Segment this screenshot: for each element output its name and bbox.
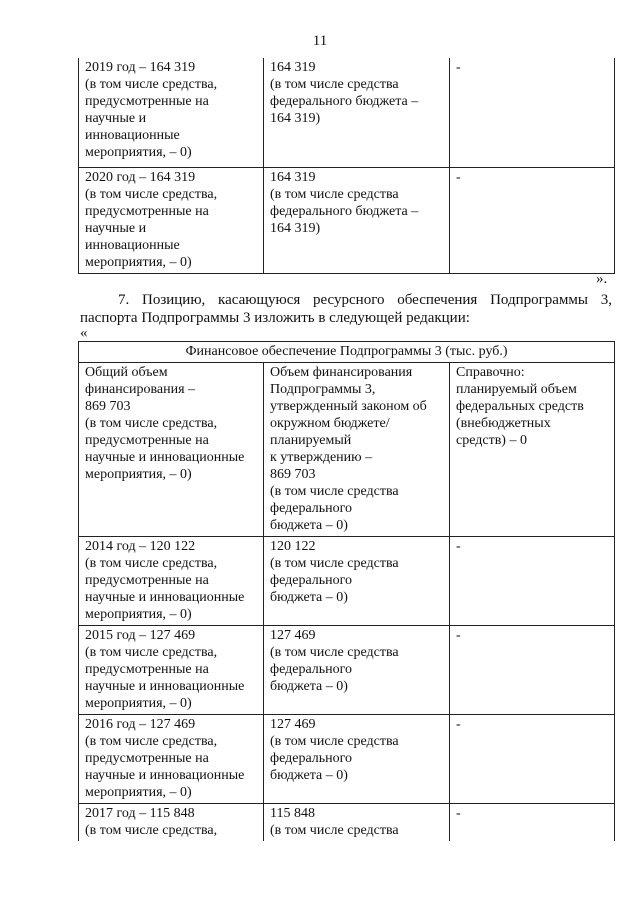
closing-quote: ». [596,271,608,287]
table-row [79,58,615,167]
table-cell-reference: - [450,58,615,167]
table-row [79,715,615,804]
header-total-funding: Общий объем финансирования – 869 703 (в том числе средства, предусмотренные на научные и инновационные мероприятия, – 0) [79,363,264,537]
table-cell-year-total: 2016 год – 127 469 (в том числе средства, предусмотренные на научные и инновационные мероприятия, – 0) [79,715,264,804]
table-caption-row [79,342,615,363]
table-cell-reference: - [450,715,615,804]
table-cell-reference: - [450,167,615,273]
header-reference-funding: Справочно: планируемый объем федеральных средств (внебюджетных средств) – 0 [450,363,615,537]
table-cell-budget: 115 848 (в том числе средства [264,804,450,842]
table-cell-budget: 164 319 (в том числе средства федерального бюджета – 164 319) [264,167,450,273]
table-cell-year-total: 2017 год – 115 848 (в том числе средства, [79,804,264,842]
page-number: 11 [312,33,328,49]
table-cell-reference: - [450,804,615,842]
table-row [79,167,615,273]
table-cell-budget: 164 319 (в том числе средства федерального бюджета – 164 319) [264,58,450,167]
table-cell-budget: 127 469 (в том числе средства федерального бюджета – 0) [264,626,450,715]
table-row [79,537,615,626]
funding-table [78,341,615,841]
table-row [79,626,615,715]
opening-quote: « [80,325,88,341]
table-cell-year-total: 2019 год – 164 319 (в том числе средства, предусмотренные на научные и инновационные мероприятия, – 0) [79,58,264,167]
table-header-row [79,363,615,537]
table-cell-reference: - [450,537,615,626]
table-cell-budget: 127 469 (в том числе средства федерального бюджета – 0) [264,715,450,804]
amendment-paragraph: 7. Позицию, касающуюся ресурсного обеспечения Подпрограммы 3, паспорта Подпрограммы 3 изложить в следующей редакции: [80,292,612,326]
table-cell-year-total: 2014 год – 120 122 (в том числе средства, предусмотренные на научные и инновационные мероприятия, – 0) [79,537,264,626]
table-cell-year-total: 2015 год – 127 469 (в том числе средства, предусмотренные на научные и инновационные мероприятия, – 0) [79,626,264,715]
table-caption: Финансовое обеспечение Подпрограммы 3 (тыс. руб.) [79,342,615,363]
header-program-funding: Объем финансирования Подпрограммы 3, утвержденный законом об окружном бюджете/ планируемый к утверждению – 869 703 (в том числе средства федерального бюджета – 0) [264,363,450,537]
table-row [79,804,615,842]
table-cell-year-total: 2020 год – 164 319 (в том числе средства, предусмотренные на научные и инновационные мероприятия, – 0) [79,167,264,273]
table-cell-budget: 120 122 (в том числе средства федерального бюджета – 0) [264,537,450,626]
funding-table-continuation [78,58,615,274]
table-cell-reference: - [450,626,615,715]
